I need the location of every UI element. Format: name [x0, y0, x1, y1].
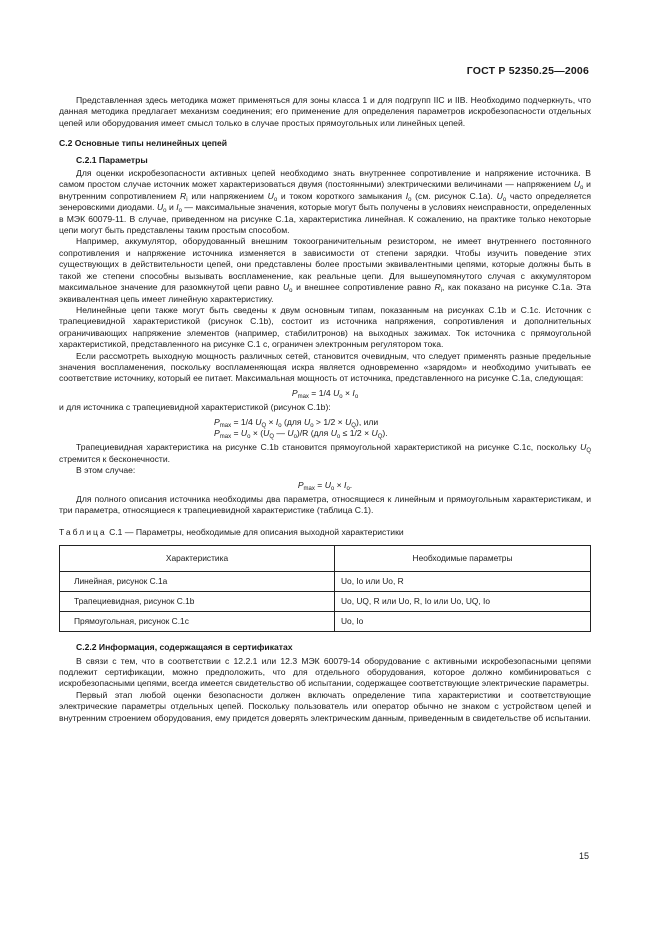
paragraph-c21-7: В этом случае: — [76, 465, 136, 476]
table-cell-characteristic: Линейная, рисунок С.1а — [60, 572, 335, 592]
formula-pmax-trapezoid: $P_{max} = 1/4$ $U_Q \times I_o$ (для $U_o > 1/2 \times U_Q$), или $P_{max} = U_o \times (U_Q$ — $U_o)/R$ (для $U_o \le 1/2 \times U_Q$). — [214, 416, 388, 440]
document-header: ГОСТ Р 52350.25—2006 — [466, 65, 589, 77]
table-cell-parameters: Uo, Io или Uo, R — [335, 572, 591, 592]
formula-pmax-linear: $P_{max} = 1/4$ $U_o \times I_o$ — [291, 387, 359, 400]
table-cell-parameters: Uo, UQ, R или Uo, R, Io или Uo, UQ, Io — [335, 592, 591, 612]
section-c22-title: С.2.2 Информация, содержащаяся в сертификатах — [76, 642, 293, 653]
paragraph-c21-2: Например, аккумулятор, оборудованный внешним токоограничительным резистором, не имеет внутреннего постоянного сопротивления и напряжение источника изменяется в зависимости от степени зарядки. Чтобы изучить поведение этих существующих в действительности цепей, они представлены более простыми эквивалентными цепями, которые должны быть в такой же степени способны вызывать воспламенение, как реальные цепи. Для вышеупомянутого случая с аккумулятором максимальное значение для разомкнутой цепи равно $U_o$ и внешнее сопротивление равно $R_i$, как показано на рисунке С.1а. Эта эквивалентная цепь имеет линейную характеристику. — [59, 236, 591, 304]
paragraph-c21-3: Нелинейные цепи также могут быть сведены к двум основным типам, показанным на рисунках С.1b и С.1c. Источник с трапециевидной характеристикой (рисунок С.1b), состоит из источника напряжения, сопротивления и дополнительных ограничивающих напряжение элементов (например, стабилитронов) на выходных зажимах. Ток источника с прямоугольной характеристикой, представленного на рисунке С.1 с, ограничен электронным регулятором тока. — [59, 304, 591, 350]
table-cell-characteristic: Прямоугольная, рисунок С.1с — [60, 612, 335, 632]
paragraph-c21-1: Для оценки искробезопасности активных цепей необходимо знать внутреннее сопротивление и напряжение источника. В самом простом случае источник может характеризоваться двумя (постоянными) электрическими величинами — напряжением $U_o$ и внутренним сопротивлением $R_i$ или напряжением $U_o$ и током короткого замыкания $I_o$ (см. рисунок С.1а). $U_o$ часто определяется зенеровскими диодами. $U_o$ и $I_o$ — максимальные значения, которые могут быть получены в условиях неисправности, определенных в МЭК 60079-11. В случае, приведенном на рисунке С.1а, характеристика линейная. К сожалению, на практике только некоторые цепи могут быть представлены таким простым способом. — [59, 168, 592, 236]
formula-pmax-rectangular: $P_{max} = U_o \times I_o$. — [297, 479, 353, 492]
paragraph-c21-4: Если рассмотреть выходную мощность различных сетей, становится очевидным, что следует применять разные предельные значения воспламенения, поскольку воспламеняющая искра является одновременно «зарядом» и необходимо учитывать ее соответствие источнику, который ее питает. Максимальная мощность от источника, представленного на рисунке С.1а, следующая: — [59, 350, 591, 384]
table-row — [60, 612, 591, 632]
page-number: 15 — [578, 851, 589, 861]
document-body — [59, 95, 591, 724]
paragraph-c22-1: В связи с тем, что в соответствии с 12.2.1 или 12.3 МЭК 60079-14 оборудование с активными искробезопасными цепями подлежит сертификации, можно предположить, что для отдельного оборудования, которое должно комбинироваться с искробезопасными цепями, всегда имеется свидетельство об испытании, содержащее соответствующие электрические параметры. — [59, 655, 591, 689]
section-c21-title: С.2.1 Параметры — [76, 154, 148, 165]
section-c2-title: С.2 Основные типы нелинейных цепей — [59, 138, 228, 149]
intro-paragraph: Представленная здесь методика может применяться для зоны класса 1 и для подгрупп IIC и IIB. Необходимо подчеркнуть, что данная методика предлагает механизм соединения; его применение для определения параметров искробезопасности отдельных цепей или оборудования имеет смысл только в случае простых прямоугольных или линейных цепей. — [59, 95, 591, 128]
paragraph-c22-2: Первый этап любой оценки безопасности должен включать определение типа характеристики и соответствующие электрические параметры отдельных цепей. Поскольку пользователь или оператор обычно не знаком с устройством цепей и внутренним строением оборудования, ему придется доверять электрическим данным, приведенным в свидетельстве об испытании. — [59, 689, 591, 723]
table-cell-characteristic: Трапециевидная, рисунок С.1b — [60, 592, 335, 612]
table-row — [60, 592, 591, 612]
table-row — [60, 572, 591, 592]
table-header-row — [60, 546, 591, 572]
paragraph-c21-5: и для источника с трапециевидной характеристикой (рисунок С.1b): — [59, 402, 331, 413]
table-header-parameters: Необходимые параметры — [335, 546, 591, 572]
paragraph-c21-8: Для полного описания источника необходимы два параметра, относящиеся к линейным и прямоугольным характеристикам, и три параметра, относящиеся к трапециевидной характеристике (таблица С.1). — [59, 494, 591, 516]
parameters-table — [59, 545, 591, 632]
table-cell-parameters: Uo, Io — [335, 612, 591, 632]
paragraph-c21-6: Трапециевидная характеристика на рисунке С.1b становится прямоугольной характеристикой на рисунке С.1с, поскольку $U_Q$ стремится к бесконечности. — [59, 442, 591, 464]
table-caption: Таблица С.1 — Параметры, необходимые для описания выходной характеристики — [59, 526, 404, 537]
table-header-characteristic: Характеристика — [60, 546, 335, 572]
